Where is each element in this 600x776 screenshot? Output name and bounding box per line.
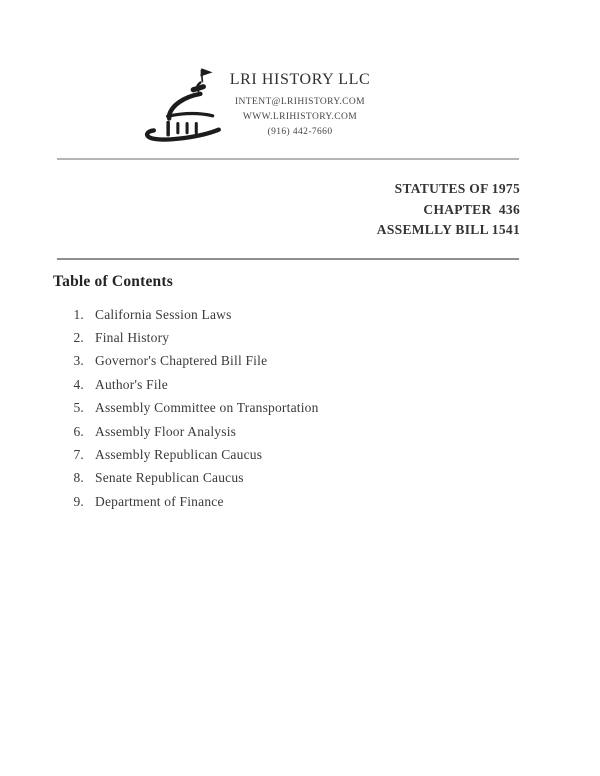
toc-item-label: Governor's Chaptered Bill File xyxy=(95,353,268,369)
toc-item-label: California Session Laws xyxy=(95,306,232,322)
toc-list xyxy=(68,303,319,514)
toc-item-number: 3. xyxy=(73,353,84,369)
toc-item-label: Author's File xyxy=(95,376,168,392)
toc-item xyxy=(68,397,319,420)
toc-item-number: 7. xyxy=(73,447,84,463)
toc-item-label: Assembly Committee on Transportation xyxy=(95,400,319,416)
toc-item xyxy=(68,373,319,396)
toc-item xyxy=(68,350,319,373)
toc-item xyxy=(68,443,319,466)
toc-item-number: 4. xyxy=(73,376,84,392)
toc-item-label: Assembly Republican Caucus xyxy=(95,447,263,463)
toc-item xyxy=(68,326,319,349)
toc-item-number: 2. xyxy=(73,330,84,346)
statutes-line: STATUTES OF 1975 xyxy=(394,181,520,196)
toc-item-number: 9. xyxy=(73,493,84,509)
company-phone: (916) 442-7660 xyxy=(267,127,333,137)
divider-bottom xyxy=(57,258,519,260)
toc-item-number: 6. xyxy=(73,423,84,439)
toc-title: Table of Contents xyxy=(53,273,173,290)
toc-item xyxy=(68,490,319,513)
toc-item-number: 5. xyxy=(73,400,84,416)
toc-item-label: Assembly Floor Analysis xyxy=(95,423,237,439)
toc-item xyxy=(68,467,319,490)
toc-item xyxy=(68,303,319,326)
toc-item-label: Final History xyxy=(95,330,170,346)
toc-item-label: Senate Republican Caucus xyxy=(95,470,244,486)
company-website: WWW.LRIHISTORY.COM xyxy=(242,112,358,122)
toc-item xyxy=(68,420,319,443)
company-name: LRI HISTORY LLC xyxy=(229,71,371,88)
statute-reference-block xyxy=(377,179,520,241)
bill-line: ASSEMLLY BILL 1541 xyxy=(376,222,520,237)
toc-item-number: 1. xyxy=(73,306,84,322)
company-email: INTENT@LRIHISTORY.COM xyxy=(234,97,365,107)
chapter-line: CHAPTER 436 xyxy=(423,201,520,217)
toc-item-label: Department of Finance xyxy=(95,493,224,509)
letterhead xyxy=(213,71,387,140)
divider-top xyxy=(57,158,519,160)
toc-item-number: 8. xyxy=(73,470,84,486)
